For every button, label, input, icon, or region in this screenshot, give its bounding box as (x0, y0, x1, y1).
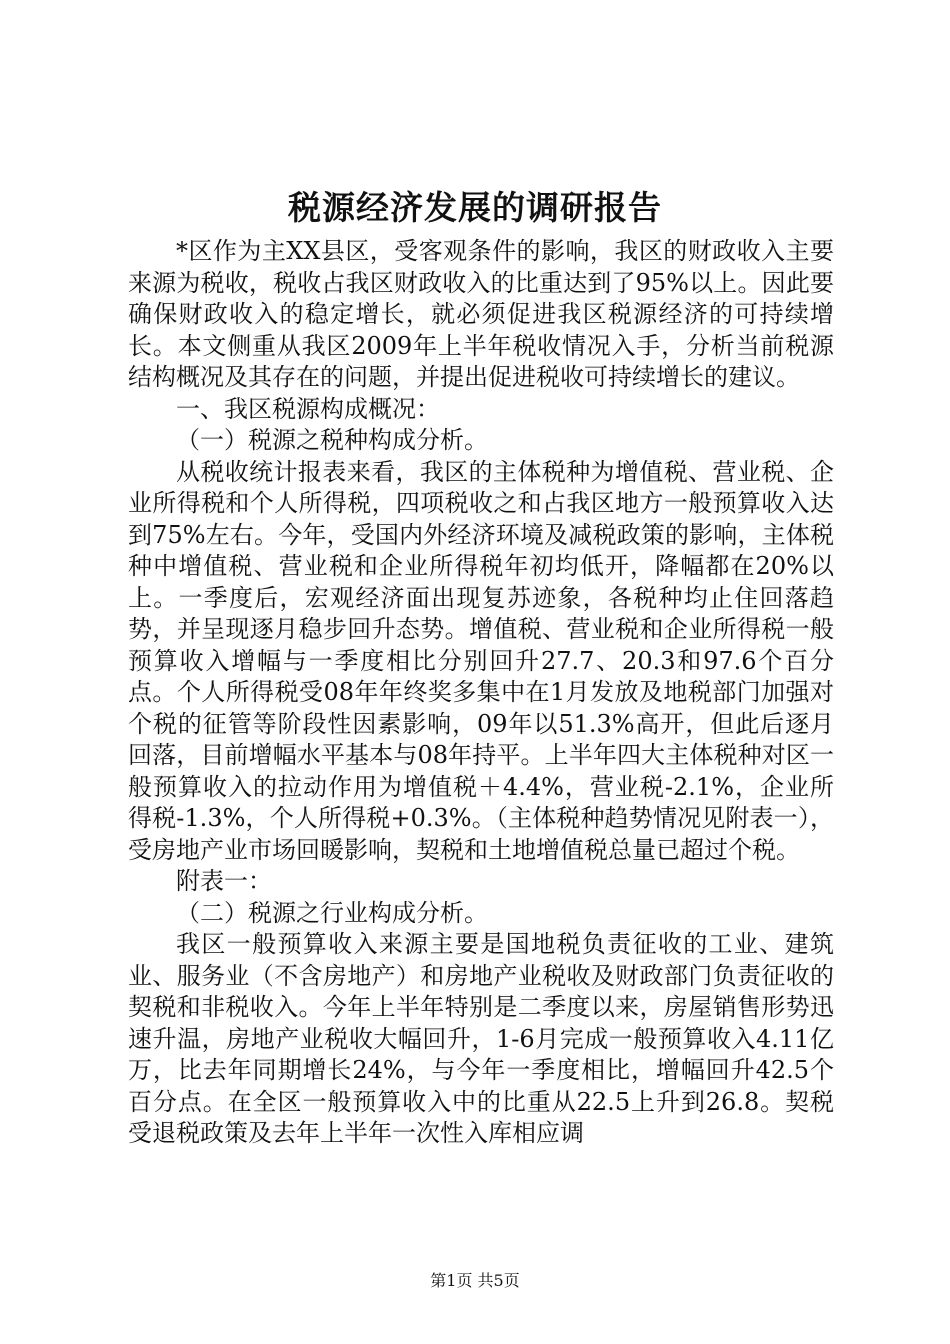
tax-type-analysis-paragraph: 从税收统计报表来看，我区的主体税种为增值税、营业税、企业所得税和个人所得税，四项税收之和占我区地方一般预算收入达到75%左右。今年，受国内外经济环境及减税政策的影响，主体税种中增值税、营业税和企业所得税年初均低开，降幅都在20%以上。一季度后，宏观经济面出现复苏迹象，各税种均止住回落趋势，并呈现逐月稳步回升态势。增值税、营业税和企业所得税一般预算收入增幅与一季度相比分别回升27.7、20.3和97.6个百分点。个人所得税受08年年终奖多集中在1月发放及地税部门加强对个税的征管等阶段性因素影响，09年以51.3%高开，但此后逐月回落，目前增幅水平基本与08年持平。上半年四大主体税种对区一般预算收入的拉动作用为增值税＋4.4%，营业税-2.1%，企业所得税-1.3%，个人所得税+0.3%。（主体税种趋势情况见附表一），受房地产业市场回暖影响，契税和土地增值税总量已超过个税。 (128, 457, 834, 864)
industry-analysis-paragraph: 我区一般预算收入来源主要是国地税负责征收的工业、建筑业、服务业（不含房地产）和房地产业税收及财政部门负责征收的契税和非税收入。今年上半年特别是二季度以来，房屋销售形势迅速升温，房地产业税收大幅回升，1-6月完成一般预算收入4.11亿万，比去年同期增长24%，与今年一季度相比，增幅回升42.5个百分点。在全区一般预算收入中的比重从22.5上升到26.8。契税受退税政策及去年上半年一次性入库相应调 (128, 930, 834, 1147)
subsection-heading-1: （一）税源之税种构成分析。 (176, 426, 488, 454)
subsection-heading-2: （二）税源之行业构成分析。 (176, 898, 488, 927)
section-heading-1: 一、我区税源构成概况： (176, 394, 440, 423)
document-body (128, 236, 834, 1150)
page-footer: 第1页 共5页 (430, 1271, 520, 1290)
document-title: 税源经济发展的调研报告 (288, 188, 662, 227)
intro-paragraph: *区作为主XX县区，受客观条件的影响，我区的财政收入主要来源为税收，税收占我区财政收入的比重达到了95%以上。因此要确保财政收入的稳定增长，就必须促进我区税源经济的可持续增长。本文侧重从我区2009年上半年税收情况入手，分析当前税源结构概况及其存在的问题，并提出促进税收可持续增长的建议。 (128, 237, 834, 391)
appendix-table-label: 附表一： (176, 867, 272, 895)
